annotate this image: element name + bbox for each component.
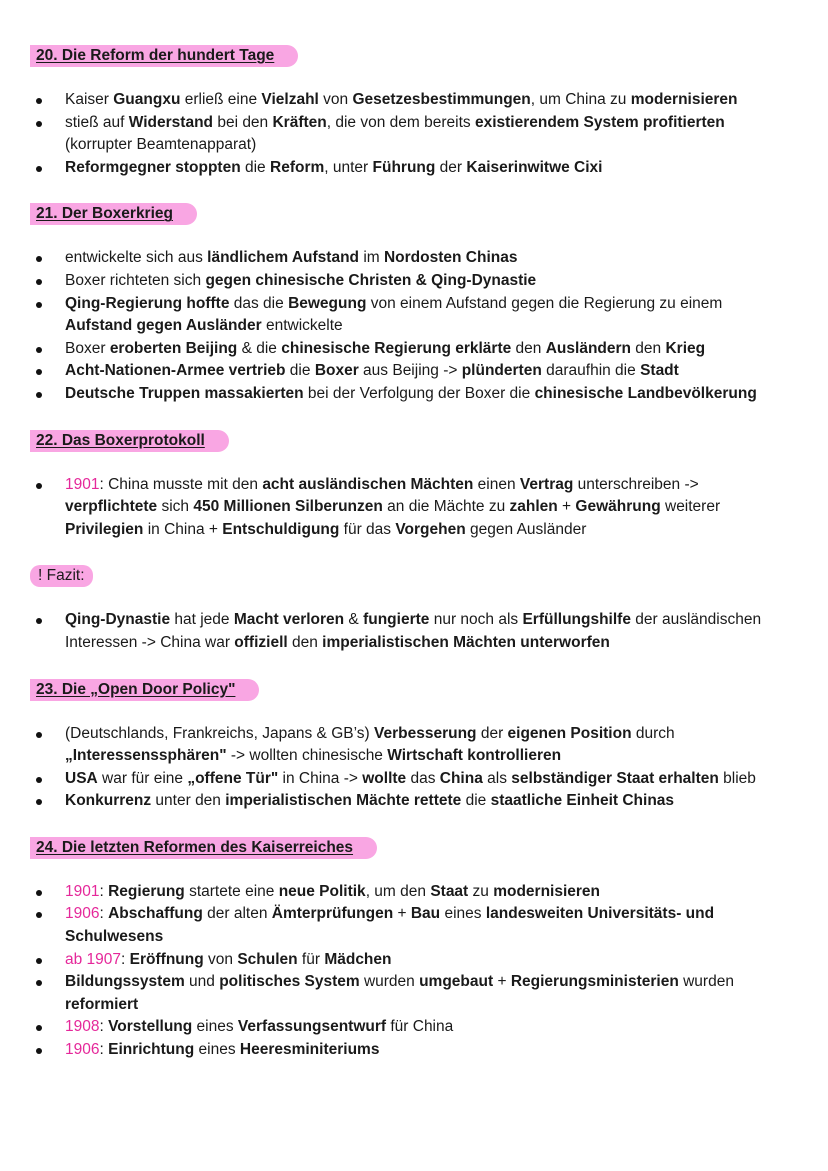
text: gegen Ausländer	[465, 520, 587, 538]
bullet-item	[30, 338, 787, 361]
text: und	[184, 973, 220, 991]
bold-text: Ausländern	[545, 339, 631, 357]
bold-text: Heeresminiteriums	[239, 1041, 380, 1059]
text: stieß auf	[65, 113, 129, 131]
text: wurden	[678, 973, 734, 991]
text: +	[493, 973, 511, 991]
section-title: 24. Die letzten Reformen des Kaiserreiches	[36, 838, 354, 856]
bold-text: verpflichtete	[65, 498, 158, 516]
text: bei den	[213, 113, 273, 131]
bold-text: Reform	[270, 158, 325, 176]
bold-text: Gesetzesbestimmungen	[352, 91, 531, 108]
bold-text: chinesische Landbevölkerung	[534, 384, 757, 402]
bold-text: eigenen Position	[507, 724, 632, 742]
bold-text: Aufstand gegen Ausländer	[65, 317, 262, 335]
section-heading	[30, 45, 298, 67]
text: erließ eine	[180, 91, 262, 108]
bold-text: Vielzahl	[261, 91, 319, 108]
year-text: 1901	[65, 475, 100, 493]
bold-text: Eröffnung	[129, 950, 204, 968]
text: , die von dem bereits	[326, 113, 475, 131]
text: : China musste mit den	[99, 475, 263, 493]
text: (Deutschlands, Frankreichs, Japans & GB’s)	[65, 724, 374, 742]
text: von einem Aufstand gegen die Regierung zu einem	[366, 294, 723, 312]
text: (korrupter Beamtenapparat)	[65, 136, 257, 154]
bullet-item	[30, 89, 787, 112]
bold-text: staatliche Einheit Chinas	[490, 792, 675, 810]
text: die	[240, 158, 270, 176]
bold-text: Deutsche Truppen massakierten	[65, 384, 304, 402]
text: bei der Verfolgung der Boxer die	[303, 384, 535, 402]
section	[30, 45, 790, 179]
bullet-item	[30, 903, 787, 948]
bold-text: fungierte	[363, 611, 430, 629]
bold-text: Ämterprüfungen	[271, 905, 394, 923]
text: , um China zu	[530, 91, 631, 108]
bold-text: Schulen	[237, 950, 298, 968]
text: :	[99, 1041, 109, 1059]
bold-text: ländlichem Aufstand	[207, 249, 360, 267]
text: in China +	[143, 520, 223, 538]
document	[30, 45, 790, 1086]
bullet-item	[30, 949, 787, 972]
bold-text: 450 Millionen Silberunzen	[193, 498, 383, 516]
bold-text: „offene Tür"	[187, 769, 279, 787]
bold-text: plünderten	[461, 362, 542, 380]
bullet-item	[30, 723, 787, 768]
bold-text: Widerstand	[128, 113, 214, 131]
section-heading	[30, 430, 229, 452]
text: nur noch als	[429, 611, 523, 629]
text: das	[406, 769, 440, 787]
text: von	[203, 950, 238, 968]
text: wurden	[359, 973, 420, 991]
text: Boxer	[65, 339, 110, 357]
bold-text: Verbesserung	[373, 724, 477, 742]
section-heading	[30, 837, 377, 859]
section-fazit	[30, 565, 790, 654]
bullet-item	[30, 609, 787, 654]
text: durch	[631, 724, 675, 742]
year-text: 1908	[65, 1018, 100, 1036]
bullet-list	[30, 723, 790, 813]
section-heading	[30, 679, 259, 701]
text: +	[557, 498, 576, 516]
text: für	[297, 950, 325, 968]
text: der	[476, 724, 508, 742]
bold-text: Regierung	[108, 882, 185, 900]
bullet-item	[30, 768, 787, 791]
section	[30, 679, 790, 813]
section-title: 20. Die Reform der hundert Tage	[36, 47, 275, 64]
section-heading	[30, 203, 197, 225]
bullet-item	[30, 790, 787, 813]
text: aus Beijing ->	[358, 362, 462, 380]
bold-text: Gewährung	[575, 498, 661, 516]
bullet-item	[30, 270, 787, 293]
bold-text: Boxer	[314, 362, 359, 380]
bold-text: eroberten Beijing	[109, 339, 238, 357]
bold-text: Bewegung	[288, 294, 367, 312]
section-title: 21. Der Boxerkrieg	[36, 205, 173, 223]
bold-text: Staat	[430, 882, 469, 900]
bold-text: Qing-Dynastie	[65, 611, 171, 629]
bold-text: offiziell	[234, 633, 288, 651]
text: in China ->	[278, 769, 363, 787]
text: unterschreiben ->	[573, 475, 699, 493]
bold-text: Führung	[372, 158, 436, 176]
text: :	[99, 882, 109, 900]
bold-text: modernisieren	[630, 91, 738, 108]
bullet-list	[30, 474, 790, 542]
bullet-item	[30, 247, 787, 270]
bold-text: Bau	[410, 905, 441, 923]
text: der ausländischen Interessen -> China war	[65, 611, 762, 651]
bullet-list	[30, 89, 790, 179]
bold-text: Stadt	[640, 362, 679, 380]
bold-text: Vertrag	[519, 475, 574, 493]
section-heading	[30, 565, 93, 587]
text: &	[344, 611, 364, 629]
section	[30, 203, 790, 405]
section-title: ! Fazit:	[38, 567, 85, 585]
bold-text: Vorstellung	[108, 1018, 193, 1036]
bold-text: imperialistischen Mächte rettete	[225, 792, 462, 810]
text: :	[99, 905, 109, 923]
bold-text: gegen chinesische Christen & Qing-Dynastie	[205, 271, 537, 289]
bold-text: modernisieren	[493, 882, 601, 900]
bullet-list	[30, 609, 790, 654]
text: eines	[192, 1018, 238, 1036]
bullet-item	[30, 971, 787, 1016]
bold-text: Einrichtung	[108, 1041, 195, 1059]
text: :	[99, 1018, 109, 1036]
bold-text: acht ausländischen Mächten	[262, 475, 474, 493]
text: das die	[229, 294, 289, 312]
text: unter den	[151, 792, 226, 810]
section	[30, 430, 790, 542]
bold-text: imperialistischen Mächten unterworfen	[322, 633, 610, 651]
text: entwickelte	[261, 317, 343, 335]
bold-text: umgebaut	[419, 973, 494, 991]
text: die	[461, 792, 491, 810]
bold-text: USA	[65, 769, 98, 787]
text: startete eine	[184, 882, 279, 900]
year-text: 1906	[65, 1041, 100, 1059]
bold-text: Guangxu	[113, 91, 181, 108]
bold-text: existierendem System profitierten	[474, 113, 725, 131]
bold-text: Mädchen	[324, 950, 392, 968]
bold-text: Bildungssystem	[65, 973, 185, 991]
bullet-item	[30, 1016, 787, 1039]
text: für das	[339, 520, 396, 538]
text: , um den	[365, 882, 431, 900]
bold-text: chinesische Regierung erklärte	[281, 339, 512, 357]
bold-text: Kräften	[272, 113, 327, 131]
bullet-item	[30, 360, 787, 383]
text: hat jede	[170, 611, 234, 629]
bold-text: Regierungsministerien	[510, 973, 679, 991]
text: blieb	[718, 769, 756, 787]
text: den	[631, 339, 666, 357]
bold-text: Verfassungsentwurf	[237, 1018, 387, 1036]
bold-text: Qing-Regierung hoffte	[65, 294, 230, 312]
bullet-list	[30, 247, 790, 405]
text: die	[285, 362, 315, 380]
text: für China	[386, 1018, 454, 1036]
bold-text: wollte	[362, 769, 407, 787]
section	[30, 837, 790, 1062]
text: zu	[468, 882, 494, 900]
text: Boxer richteten sich	[65, 271, 206, 289]
year-text: 1901	[65, 882, 100, 900]
bullet-item	[30, 1039, 787, 1062]
text: den	[287, 633, 323, 651]
section-title: 23. Die „Open Door Policy"	[36, 680, 236, 698]
text: sich	[157, 498, 194, 516]
year-text: ab 1907	[65, 950, 122, 968]
bold-text: Wirtschaft kontrollieren	[387, 747, 562, 765]
text: & die	[237, 339, 282, 357]
bullet-item	[30, 112, 787, 157]
text: entwickelte sich aus	[65, 249, 208, 267]
bold-text: politisches System	[219, 973, 360, 991]
text: Kaiser	[65, 91, 114, 108]
text: :	[121, 950, 130, 968]
text: im	[359, 249, 384, 267]
bold-text: reformiert	[65, 995, 139, 1013]
bold-text: Entschuldigung	[222, 520, 340, 538]
bold-text: Kaiserinwitwe Cixi	[466, 158, 603, 176]
bold-text: Acht-Nationen-Armee vertrieb	[65, 362, 286, 380]
bold-text: „Interessenssphären"	[65, 747, 227, 765]
bold-text: landesweiten Universitäts- und Schulwesens	[65, 905, 715, 946]
section-title: 22. Das Boxerprotokoll	[36, 431, 205, 449]
bold-text: selbständiger Staat erhalten	[511, 769, 719, 787]
bold-text: Krieg	[665, 339, 706, 357]
text: als	[482, 769, 512, 787]
bold-text: Reformgegner stoppten	[65, 158, 241, 176]
text: +	[393, 905, 411, 923]
text: einen	[473, 475, 520, 493]
text: , unter	[324, 158, 373, 176]
bullet-item	[30, 881, 787, 904]
text: eines	[440, 905, 486, 923]
text: der	[435, 158, 467, 176]
text: weiterer	[660, 498, 721, 516]
text: -> wollten chinesische	[226, 747, 388, 765]
bold-text: Erfüllungshilfe	[522, 611, 631, 629]
bold-text: Nordosten Chinas	[383, 249, 518, 267]
bold-text: Vorgehen	[395, 520, 466, 538]
text: daraufhin die	[541, 362, 641, 380]
bullet-item	[30, 383, 787, 406]
bold-text: zahlen	[509, 498, 558, 516]
bold-text: Konkurrenz	[65, 792, 152, 810]
bold-text: China	[439, 769, 483, 787]
bold-text: Macht verloren	[233, 611, 345, 629]
bold-text: Privilegien	[65, 520, 144, 538]
text: den	[511, 339, 546, 357]
text: von	[318, 91, 353, 108]
text: war für eine	[97, 769, 188, 787]
text: der alten	[202, 905, 272, 923]
year-text: 1906	[65, 905, 100, 923]
bullet-item	[30, 293, 787, 338]
bold-text: neue Politik	[278, 882, 366, 900]
bullet-item	[30, 474, 787, 542]
text: eines	[194, 1041, 240, 1059]
bullet-item	[30, 157, 787, 180]
bullet-list	[30, 881, 790, 1062]
bold-text: Abschaffung	[108, 905, 203, 923]
text: an die Mächte zu	[382, 498, 510, 516]
